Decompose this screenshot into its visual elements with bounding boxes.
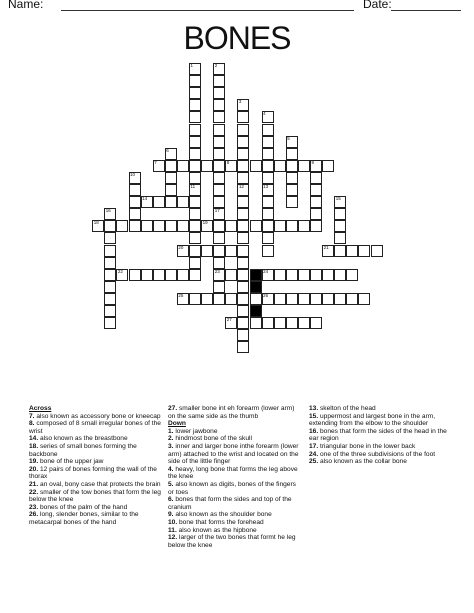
clue-item: 22. smaller of the tow bones that form the leg below the knee [29, 488, 161, 504]
grid-cell[interactable] [237, 269, 249, 281]
clue-number: 14. [29, 435, 40, 443]
clue-number: 5 [287, 135, 290, 141]
clue-item: 10. bone that forms the forehead [168, 518, 264, 526]
grid-cell[interactable] [237, 99, 249, 111]
grid-cell[interactable] [177, 269, 189, 281]
grid-cell[interactable] [225, 245, 237, 257]
grid-cell[interactable] [189, 184, 201, 196]
grid-cell[interactable] [189, 63, 201, 75]
grid-cell[interactable] [237, 124, 249, 136]
grid-cell[interactable] [153, 196, 165, 208]
grid-cell[interactable] [129, 184, 141, 196]
grid-cell[interactable] [225, 220, 237, 232]
clue-number: 19. [29, 458, 40, 466]
clue-number: 16 [105, 208, 111, 214]
grid-cell[interactable] [177, 293, 189, 305]
grid-cell[interactable] [298, 220, 310, 232]
clue-number: 8. [29, 420, 37, 428]
grid-cell[interactable] [189, 160, 201, 172]
clue-number: 23. [29, 503, 40, 511]
clue-number: 12. [168, 534, 179, 542]
grid-cell[interactable] [104, 208, 116, 220]
clue-item: 20. 12 pairs of bones forming the wall of the thorax [29, 465, 157, 481]
grid-cell[interactable] [189, 232, 201, 244]
grid-cell[interactable] [286, 136, 298, 148]
grid-cell[interactable] [237, 329, 249, 341]
clue-number: 11 [190, 184, 196, 189]
grid-cell[interactable] [116, 220, 128, 232]
grid-cell[interactable] [310, 160, 322, 172]
grid-cell[interactable] [189, 208, 201, 220]
grid-cell[interactable] [262, 136, 274, 148]
grid-cell[interactable] [213, 184, 225, 196]
clue-number: 5. [168, 480, 176, 488]
grid-cell[interactable] [141, 196, 153, 208]
clue-number: 9. [168, 511, 176, 519]
clue-number: 15. [309, 412, 320, 420]
clue-item: 2. hindmost bone of the skull [168, 435, 252, 443]
grid-cell[interactable] [286, 148, 298, 160]
clue-number: 12 [238, 184, 244, 189]
grid-cell[interactable] [213, 232, 225, 244]
clue-item: 24. one of the three subdivisions of the foot [309, 450, 436, 458]
puzzle-title: BONES [183, 20, 291, 56]
grid-cell[interactable] [213, 172, 225, 184]
grid-cell[interactable] [262, 245, 274, 257]
grid-cell[interactable] [213, 124, 225, 136]
grid-cell[interactable] [346, 245, 358, 257]
clue-item: 5. also known as digits, bones of the fingers or toes [168, 480, 296, 496]
grid-cell[interactable] [153, 269, 165, 281]
grid-cell[interactable] [225, 293, 237, 305]
grid-cell[interactable] [165, 172, 177, 184]
grid-cell[interactable] [262, 111, 274, 123]
grid-cell[interactable] [310, 172, 322, 184]
grid-cell[interactable] [250, 220, 262, 232]
grid-cell[interactable] [189, 220, 201, 232]
grid-cell[interactable] [189, 124, 201, 136]
clue-number: 4. [168, 465, 176, 473]
clue-number: 18. [29, 442, 40, 450]
grid-cell[interactable] [189, 245, 201, 257]
clues-column-3 [309, 405, 447, 466]
clue-number: 1. [168, 427, 176, 435]
grid-cell[interactable] [358, 293, 370, 305]
clue-number: 18 [93, 220, 99, 226]
clue-number: 25 [178, 292, 184, 298]
grid-cell[interactable] [104, 305, 116, 317]
clue-number: 20. [29, 465, 40, 473]
clue-number: 3. [168, 442, 176, 450]
grid-cell[interactable] [177, 160, 189, 172]
grid-cell[interactable] [237, 208, 249, 220]
grid-cell[interactable] [262, 172, 274, 184]
grid-cell[interactable] [213, 281, 225, 293]
grid-cell[interactable] [141, 269, 153, 281]
grid-cell[interactable] [286, 317, 298, 329]
grid-cell[interactable] [189, 87, 201, 99]
black-cell [250, 269, 262, 281]
grid-cell[interactable] [213, 269, 225, 281]
clue-number: 6. [168, 496, 176, 504]
grid-cell[interactable] [213, 245, 225, 257]
grid-cell[interactable] [334, 245, 346, 257]
grid-cell[interactable] [310, 293, 322, 305]
grid-cell[interactable] [286, 293, 298, 305]
down-clue-list [168, 428, 303, 550]
grid-cell[interactable] [153, 160, 165, 172]
clue-number: 17. [309, 442, 320, 450]
clue-item: 13. skelton of the head [309, 405, 376, 412]
grid-cell[interactable] [189, 99, 201, 111]
across-heading: Across [29, 405, 52, 412]
grid-cell[interactable] [165, 184, 177, 196]
grid-cell[interactable] [141, 220, 153, 232]
grid-cell[interactable] [237, 257, 249, 269]
grid-cell[interactable] [310, 269, 322, 281]
grid-cell[interactable] [262, 208, 274, 220]
grid-cell[interactable] [286, 172, 298, 184]
clue-number: 27 [226, 317, 232, 323]
grid-cell[interactable] [250, 317, 262, 329]
down-heading: Down [168, 420, 186, 428]
grid-cell[interactable] [262, 196, 274, 208]
grid-cell[interactable] [262, 148, 274, 160]
grid-cell[interactable] [262, 220, 274, 232]
grid-cell[interactable] [237, 245, 249, 257]
clue-number: 22 [117, 268, 123, 274]
grid-cell[interactable] [165, 220, 177, 232]
grid-cell[interactable] [189, 293, 201, 305]
clue-item: 9. also known as the shoulder bone [168, 511, 272, 519]
grid-cell[interactable] [322, 245, 334, 257]
clue-number: 21 [323, 244, 329, 250]
grid-cell[interactable] [262, 317, 274, 329]
grid-cell[interactable] [274, 293, 286, 305]
grid-cell[interactable] [237, 172, 249, 184]
grid-cell[interactable] [334, 196, 346, 208]
black-cell [250, 305, 262, 317]
grid-cell[interactable] [250, 293, 262, 305]
grid-cell[interactable] [129, 172, 141, 184]
grid-cell[interactable] [213, 293, 225, 305]
grid-cell[interactable] [213, 87, 225, 99]
clue-item: 3. inner and larger bone inthe forearm (lower arm) attached to the wrist and located on the side of the little finger [168, 442, 299, 466]
clue-number: 11. [168, 526, 179, 534]
grid-cell[interactable] [262, 184, 274, 196]
clue-item: 15. uppermost and largest bone in the arm, extending from the elbow to the shoulder [309, 412, 436, 428]
across-clue-list [29, 413, 162, 527]
grid-cell[interactable] [189, 111, 201, 123]
clues-column-1 [29, 405, 162, 527]
clues-column-2 [168, 405, 303, 549]
grid-cell[interactable] [274, 317, 286, 329]
clue-item: 14. also known as the breastbone [29, 435, 128, 443]
grid-cell[interactable] [371, 245, 383, 257]
grid-cell[interactable] [237, 281, 249, 293]
clue-item: 1. lower jawbone [168, 427, 218, 435]
grid-cell[interactable] [262, 232, 274, 244]
grid-cell[interactable] [129, 220, 141, 232]
clue-number: 23 [214, 268, 220, 274]
grid-cell[interactable] [286, 196, 298, 208]
grid-cell[interactable] [129, 196, 141, 208]
grid-cell[interactable] [201, 245, 213, 257]
date-label: Date: [363, 0, 392, 11]
clue-item: 26. long, slender bones, similar to the metacarpal bones of the hand [29, 511, 139, 526]
name-label: Name: [8, 0, 44, 11]
grid-cell[interactable] [286, 160, 298, 172]
clue-item: 12. larger of the two bones that formt he leg below the knee [168, 534, 296, 549]
grid-cell[interactable] [298, 269, 310, 281]
grid-cell[interactable] [165, 148, 177, 160]
grid-cell[interactable] [237, 184, 249, 196]
grid-cell[interactable] [104, 232, 116, 244]
grid-cell[interactable] [213, 99, 225, 111]
grid-cell[interactable] [310, 317, 322, 329]
clue-item: 8. composed of 8 small irregular bones of the wrist [29, 420, 161, 435]
clue-number: 13. [309, 405, 320, 412]
clue-number: 15 [335, 196, 341, 202]
clue-item: 25. also known as the collar bone [309, 458, 407, 466]
grid-cell[interactable] [237, 305, 249, 317]
grid-cell[interactable] [104, 281, 116, 293]
grid-cell[interactable] [165, 269, 177, 281]
clue-number: 10. [168, 518, 179, 526]
clue-item: 17. triangular bone in the lower back [309, 442, 416, 450]
grid-cell[interactable] [189, 136, 201, 148]
clue-item: 11. also known as the hipbone [168, 526, 257, 534]
grid-cell[interactable] [237, 136, 249, 148]
grid-cell[interactable] [334, 208, 346, 220]
grid-cell[interactable] [104, 269, 116, 281]
grid-cell[interactable] [237, 111, 249, 123]
clue-item: 18. series of small bones forming the backbone [29, 442, 137, 458]
grid-cell[interactable] [250, 160, 262, 172]
grid-cell[interactable] [298, 160, 310, 172]
clue-number: 25. [309, 458, 320, 466]
clue-number: 2. [168, 435, 176, 443]
clue-number: 24. [309, 450, 320, 458]
grid-cell[interactable] [189, 172, 201, 184]
grid-cell[interactable] [358, 245, 370, 257]
grid-cell[interactable] [286, 184, 298, 196]
clue-number: 17 [214, 208, 220, 214]
clue-number: 24 [263, 268, 269, 274]
grid-cell[interactable] [201, 293, 213, 305]
grid-cell[interactable] [237, 293, 249, 305]
grid-cell[interactable] [201, 160, 213, 172]
grid-cell[interactable] [298, 317, 310, 329]
clue-number: 20 [178, 244, 184, 250]
clue-number: 22. [29, 488, 40, 496]
grid-cell[interactable] [213, 208, 225, 220]
grid-cell[interactable] [201, 220, 213, 232]
grid-cell[interactable] [322, 293, 334, 305]
grid-cell[interactable] [104, 245, 116, 257]
clue-number: 3 [238, 99, 242, 105]
clue-number: 26 [263, 292, 269, 298]
black-cell [250, 281, 262, 293]
grid-cell[interactable] [274, 269, 286, 281]
clue-item: 23. bones of the palm of the hand [29, 503, 128, 511]
grid-cell[interactable] [262, 124, 274, 136]
grid-cell[interactable] [334, 269, 346, 281]
grid-cell[interactable] [237, 220, 249, 232]
grid-cell[interactable] [286, 269, 298, 281]
grid-cell[interactable] [153, 220, 165, 232]
clue-item: 7. also known as accessory bone or kneecap [29, 412, 161, 420]
clue-number: 7 [154, 159, 157, 165]
grid-cell[interactable] [237, 232, 249, 244]
grid-cell[interactable] [213, 257, 225, 269]
grid-cell[interactable] [213, 63, 225, 75]
grid-cell[interactable] [237, 160, 249, 172]
grid-cell[interactable] [129, 269, 141, 281]
grid-cell[interactable] [189, 269, 201, 281]
clue-item: 27. smaller bone int eh forearm (lower arm) on the same side as the thumb [168, 405, 295, 420]
clue-item: 16. bones that form the sides of the head in the ear region [309, 427, 447, 443]
grid-cell[interactable] [177, 196, 189, 208]
grid-cell[interactable] [274, 160, 286, 172]
grid-cell[interactable] [334, 232, 346, 244]
grid-cell[interactable] [262, 269, 274, 281]
clue-number: 16. [309, 427, 320, 435]
grid-cell[interactable] [116, 269, 128, 281]
grid-cell[interactable] [189, 196, 201, 208]
grid-cell[interactable] [104, 293, 116, 305]
grid-cell[interactable] [262, 160, 274, 172]
grid-cell[interactable] [92, 220, 104, 232]
grid-cell[interactable] [322, 269, 334, 281]
grid-cell[interactable] [237, 148, 249, 160]
grid-cell[interactable] [310, 196, 322, 208]
grid-cell[interactable] [237, 341, 249, 353]
clue-number: 8 [226, 159, 230, 165]
grid-cell[interactable] [189, 75, 201, 87]
grid-cell[interactable] [225, 269, 237, 281]
clue-item: 21. an oval, bony case that protects the brain [29, 480, 161, 488]
grid-cell[interactable] [213, 75, 225, 87]
grid-cell[interactable] [213, 111, 225, 123]
grid-cell[interactable] [237, 317, 249, 329]
grid-cell[interactable] [298, 293, 310, 305]
grid-cell[interactable] [129, 208, 141, 220]
grid-cell[interactable] [286, 220, 298, 232]
grid-cell[interactable] [213, 148, 225, 160]
grid-cell[interactable] [104, 317, 116, 329]
clue-number: 10 [130, 171, 136, 177]
grid-cell[interactable] [189, 148, 201, 160]
grid-cell[interactable] [165, 160, 177, 172]
clue-number: 14 [142, 196, 148, 202]
grid-cell[interactable] [334, 220, 346, 232]
clue-item: 19. bone of the upper jaw [29, 458, 104, 466]
down-clue-list-cont [309, 405, 447, 466]
grid-cell[interactable] [104, 257, 116, 269]
grid-cell[interactable] [213, 196, 225, 208]
clue-number: 26. [29, 511, 40, 519]
clue-number: 27. [168, 405, 179, 412]
grid-cell[interactable] [165, 196, 177, 208]
clue-number: 7. [29, 412, 37, 420]
grid-cell[interactable] [177, 245, 189, 257]
grid-cell[interactable] [346, 269, 358, 281]
grid-cell[interactable] [310, 184, 322, 196]
grid-cell[interactable] [213, 160, 225, 172]
grid-cell[interactable] [274, 220, 286, 232]
grid-cell[interactable] [346, 293, 358, 305]
clue-number: 9 [311, 159, 315, 165]
grid-cell[interactable] [310, 220, 322, 232]
clue-number: 4 [263, 111, 266, 117]
grid-cell[interactable] [310, 208, 322, 220]
grid-cell[interactable] [104, 220, 116, 232]
grid-cell[interactable] [322, 160, 334, 172]
grid-cell[interactable] [237, 196, 249, 208]
grid-cell[interactable] [262, 293, 274, 305]
grid-cell[interactable] [177, 220, 189, 232]
grid-cell[interactable] [225, 160, 237, 172]
grid-cell[interactable] [225, 317, 237, 329]
grid-cell[interactable] [213, 220, 225, 232]
clue-number: 1 [190, 63, 194, 68]
clue-number: 19 [202, 220, 208, 226]
clue-number: 21. [29, 480, 40, 488]
across-clue-list-cont [168, 405, 303, 420]
clue-item: 4. heavy, long bone that forms the leg above the knee [168, 465, 298, 481]
grid-cell[interactable] [334, 293, 346, 305]
clue-number: 13 [263, 184, 269, 189]
clue-number: 2 [214, 63, 218, 68]
clue-item: 6. bones that form the sides and top of the cranium [168, 496, 292, 511]
grid-cell[interactable] [189, 257, 201, 269]
clue-number: 6 [166, 147, 169, 153]
grid-cell[interactable] [213, 136, 225, 148]
